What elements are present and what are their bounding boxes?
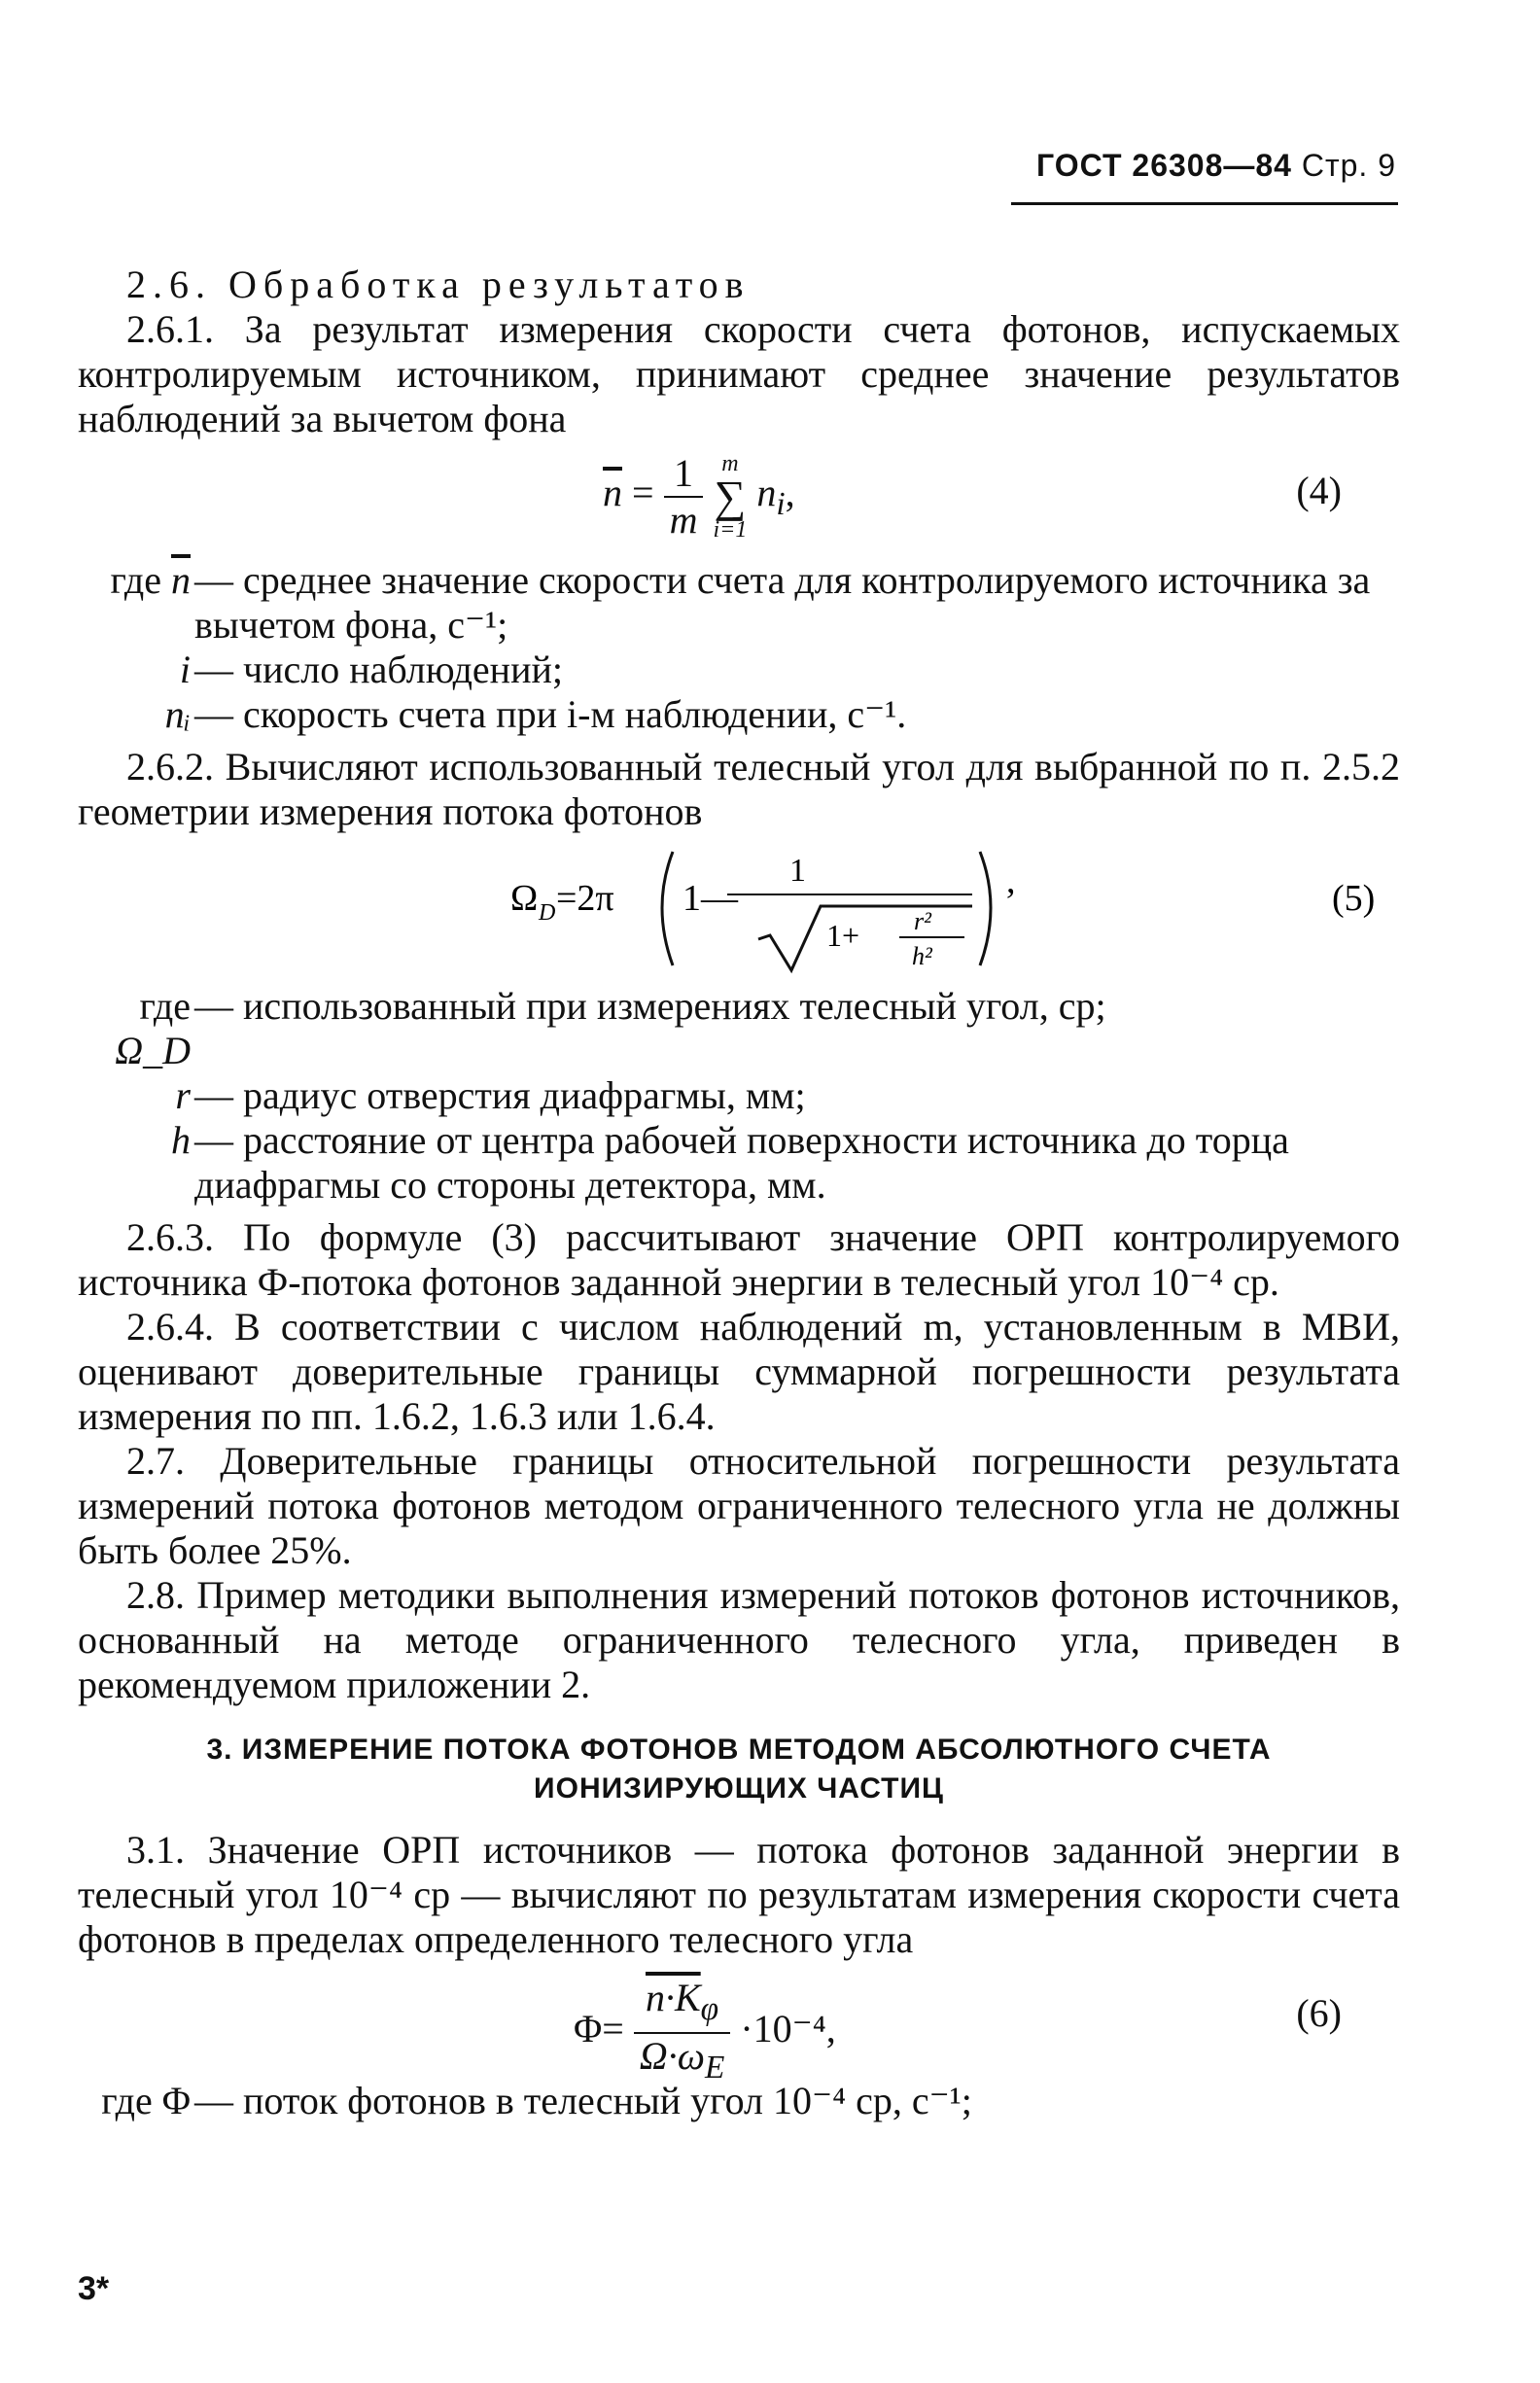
formula-4-fraction [664,451,704,543]
formula-5-h2: h² [912,942,932,970]
where-symbol: h [171,1118,191,1162]
formula-6-den-text: Ω·ω [639,2034,705,2078]
where-symbol: i [179,648,191,691]
where-item-symbol [78,558,194,648]
formula-6-body [574,1976,836,2090]
formula-6-num-sub: φ [700,1991,719,2027]
formula-4-equals: = [632,471,654,515]
paragraph-2-7: 2.7. Доверительные границы относительной погрешности результата измерений потока фотонов методом ограниченного телесного угла не должны быть более 25%. [78,1439,1400,1572]
where-item-symbol [78,692,194,737]
formula-4-sum-bottom: i=1 [713,517,748,543]
formula-6-tail: ·10⁻⁴, [740,2007,836,2051]
where-item-text: — использованный при измерениях телесный угол, ср; [194,984,1106,1028]
where-item-symbol [78,2079,194,2123]
formula-4-sum [713,452,747,542]
header-rule [1011,202,1398,205]
where-item-text: — поток фотонов в телесный угол 10⁻⁴ ср, с⁻¹; [194,2079,972,2122]
page-header [1036,148,1396,184]
formula-5-right-paren [980,852,991,965]
formula-4 [78,441,1400,558]
formula-6-lhs: Φ= [574,2007,624,2051]
section-3-title-line-2: ИОНИЗИРУЮЩИХ ЧАСТИЦ [534,1772,944,1805]
where-prefix: где [139,984,191,1028]
where-prefix: где [101,2079,153,2122]
equation-number-4: (4) [1296,469,1342,512]
paragraph-3-1: 3.1. Значение ОРП источников — потока фотонов заданной энергии в телесный угол 10⁻⁴ ср — вычисляют по результатам измерения скорости счета фотонов в пределах определенного телесного угла [78,1828,1400,1961]
where-item-text: — число наблюдений; [194,648,564,691]
formula-5-numerator: 1 [789,853,806,889]
page-number: Стр. 9 [1301,148,1396,183]
paragraph-2-6-4: 2.6.4. В соответствии с числом наблюдений m, установленным в МВИ, оценивают доверительные границы суммарной погрешности результата измерения по пп. 1.6.2, 1.6.3 или 1.6.4. [78,1305,1400,1438]
where-list-5 [78,984,1400,1208]
sigma-symbol: ∑ [714,472,747,521]
formula-4-denominator: m [669,498,698,542]
where-item-symbol [78,984,194,1073]
where-item-symbol [78,1073,194,1118]
paragraph-2-6-3: 2.6.3. По формуле (3) рассчитывают значение ОРП контролируемого источника Ф-потока фотонов заданной энергии в телесный угол 10⁻⁴ ср. [78,1215,1400,1304]
where-prefix: где [110,558,161,602]
formula-5-left-paren [662,852,673,965]
where-symbol: nᵢ [164,692,191,736]
formula-5-svg [78,834,1400,980]
formula-4-summand-sub: i [776,486,786,523]
standard-number: ГОСТ 26308—84 [1036,148,1292,183]
formula-5-one: 1— [682,878,738,919]
formula-4-numerator: 1 [664,451,704,498]
formula-4-summand: n [756,471,777,515]
formula-4-lhs: $\overline{n}$ [603,471,622,515]
formula-6-num-text: n·K [645,1976,701,2019]
formula-4-sum-top: m [721,451,739,476]
section-3-title [78,1731,1400,1808]
formula-5-trail: , [1006,860,1016,901]
formula-4-body [603,451,795,543]
formula-4-trail: , [785,471,795,515]
formula-5-r2: r² [914,907,931,935]
where-symbol: Ω_D [115,1029,191,1072]
body-text [78,263,1400,2123]
formula-6-denominator [634,2034,731,2090]
where-item-text: — радиус отверстия диафрагмы, мм; [194,1073,806,1117]
formula-6-den-sub: E [704,2050,725,2085]
where-symbol: Φ [161,2079,191,2122]
paragraph-2-6-2: 2.6.2. Вычисляют использованный телесный угол для выбранной по п. 2.5.2 геометрии измерения потока фотонов [78,745,1400,833]
paragraph-2-6-1: 2.6.1. За результат измерения скорости счета фотонов, испускаемых контролируемым источником, принимают среднее значение результатов наблюдений за вычетом фона [78,307,1400,440]
section-3-title-line-1: 3. ИЗМЕРЕНИЕ ПОТОКА ФОТОНОВ МЕТОДОМ АБСОЛЮТНОГО СЧЕТА [206,1734,1272,1766]
where-item-text: — среднее значение скорости счета для контролируемого источника за вычетом фона, с⁻¹; [194,558,1371,647]
formula-6-fraction [634,1976,731,2090]
formula-6 [78,1962,1400,2085]
where-item-symbol [78,648,194,692]
where-item-text: — расстояние от центра рабочей поверхности источника до торца диафрагмы со стороны детектора, мм. [194,1118,1289,1207]
formula-5-lhs: Ω [510,878,539,919]
formula-5-inner-one: 1+ [826,918,860,953]
paragraph-2-8: 2.8. Пример методики выполнения измерений потоков фотонов источников, основанный на методе ограниченного телесного угла, приведен в рекомендуемом приложении 2. [78,1573,1400,1706]
formula-6-numerator [634,1976,731,2034]
signature-mark: 3* [78,2270,110,2307]
section-2-6-title: 2.6. Обработка результатов [126,263,751,306]
formula-5-eq: =2π [556,878,614,919]
where-item-symbol [78,1118,194,1208]
formula-5-lhs-sub: D [539,900,556,926]
where-symbol: $\overline{n}$ [171,558,191,602]
where-item-text: — скорость счета при i-м наблюдении, с⁻¹. [194,692,907,736]
formula-5 [78,834,1400,980]
where-symbol: r [175,1073,191,1117]
where-list-4 [78,558,1400,737]
equation-number-6: (6) [1296,1991,1342,2035]
equation-number-5: (5) [1332,878,1376,919]
